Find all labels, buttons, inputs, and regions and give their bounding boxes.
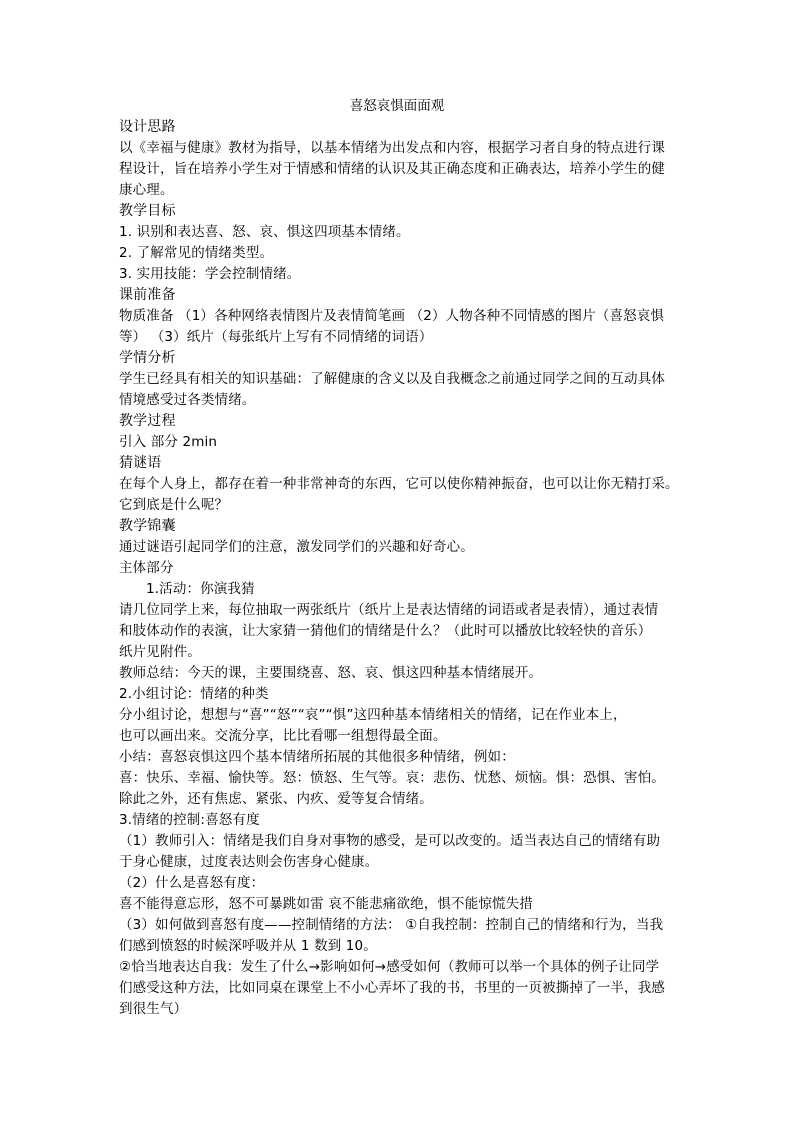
section-heading: 主体部分 xyxy=(119,560,174,576)
section-heading: 教学锦囊 xyxy=(119,518,176,534)
section-heading: 课前准备 xyxy=(119,287,176,303)
paragraph-line: 和肢体动作的表演，让大家猜一猜他们的情绪是什么？（此时可以播放比较轻快的音乐） xyxy=(119,623,652,639)
paragraph-line: 们感到愤怒的时候深呼吸并从 1 数到 10。 xyxy=(119,938,377,954)
paragraph-line: （3）如何做到喜怒有度——控制情绪的方法： ①自我控制：控制自己的情绪和行为，当我 xyxy=(119,917,664,933)
section-heading: 教学目标 xyxy=(119,203,176,219)
paragraph-line: （1）教师引入：情绪是我们自身对事物的感受，是可以改变的。适当表达自己的情绪有助 xyxy=(119,833,661,849)
paragraph-line: 以《幸福与健康》教材为指导，以基本情绪为出发点和内容，根据学习者自身的特点进行课 xyxy=(119,140,665,156)
paragraph-line: 通过谜语引起同学们的注意，激发同学们的兴趣和好奇心。 xyxy=(119,539,474,555)
paragraph-line: 喜：快乐、幸福、愉快等。怒：愤怒、生气等。哀：悲伤、忧愁、烦恼。惧：恐惧、害怕。 xyxy=(119,770,665,786)
paragraph-line: 教师总结：今天的课，主要围绕喜、怒、哀、惧这四种基本情绪展开。 xyxy=(119,665,543,681)
paragraph-line: （2）什么是喜怒有度： xyxy=(119,875,265,891)
paragraph-line: 于身心健康，过度表达则会伤害身心健康。 xyxy=(119,854,379,870)
section-heading: 设计思路 xyxy=(119,119,176,135)
list-item: 1. 识别和表达喜、怒、哀、惧这四项基本情绪。 xyxy=(119,224,410,240)
paragraph-line: 喜不能得意忘形，怒不可暴跳如雷 哀不能悲痛欲绝，惧不能惊慌失措 xyxy=(119,896,533,912)
paragraph-line: 物质准备 （1）各种网络表情图片及表情简笔画 （2）人物各种不同情感的图片（喜怒哀惧 xyxy=(119,308,665,324)
subsection-heading: 1.活动：你演我猜 xyxy=(146,581,255,597)
paragraph-line: 也可以画出来。交流分享，比比看哪一组想得最全面。 xyxy=(119,728,447,744)
paragraph-line: 情境感受过各类情绪。 xyxy=(119,392,256,408)
paragraph-line: 纸片见附件。 xyxy=(119,644,201,660)
subsection-heading: 3.情绪的控制:喜怒有度 xyxy=(119,812,260,828)
paragraph-line: 等） （3）纸片（每张纸片上写有不同情绪的词语） xyxy=(119,329,433,345)
paragraph-line: 分小组讨论，想想与“喜”“怒”“哀”“惧”这四种基本情绪相关的情绪，记在作业本上， xyxy=(119,707,627,723)
paragraph-line: ②恰当地表达自我：发生了什么→影响如何→感受如何（教师可以举一个具体的例子让同学 xyxy=(119,959,660,975)
page-title: 喜怒哀惧面面观 xyxy=(349,98,445,114)
paragraph-line: 引入 部分 2min xyxy=(119,434,218,450)
subsection-heading: 2.小组讨论：情绪的种类 xyxy=(119,686,269,702)
list-item: 3. 实用技能：学会控制情绪。 xyxy=(119,266,301,282)
section-heading: 猜谜语 xyxy=(119,455,162,471)
paragraph-line: 除此之外，还有焦虑、紧张、内疚、爱等复合情绪。 xyxy=(119,791,433,807)
paragraph-line: 到很生气） xyxy=(119,1001,188,1017)
paragraph-line: 小结：喜怒哀惧这四个基本情绪所拓展的其他很多种情绪，例如： xyxy=(119,749,515,765)
paragraph-line: 学生已经具有相关的知识基础：了解健康的含义以及自我概念之前通过同学之间的互动具体 xyxy=(119,371,665,387)
section-heading: 教学过程 xyxy=(119,413,176,429)
paragraph-line: 们感受这种方法，比如同桌在课堂上不小心弄坏了我的书，书里的一页被撕掉了一半，我感 xyxy=(119,980,665,996)
paragraph-line: 它到底是什么呢？ xyxy=(119,497,229,513)
paragraph-line: 康心理。 xyxy=(119,182,174,198)
list-item: 2. 了解常见的情绪类型。 xyxy=(119,245,274,261)
paragraph-line: 请几位同学上来，每位抽取一两张纸片（纸片上是表达情绪的词语或者是表情），通过表情 xyxy=(119,602,659,618)
paragraph-line: 在每个人身上，都存在着一种非常神奇的东西，它可以使你精神振奋，也可以让你无精打采。 xyxy=(119,476,679,492)
paragraph-line: 程设计，旨在培养小学生对于情感和情绪的认识及其正确态度和正确表达，培养小学生的健 xyxy=(119,161,665,177)
section-heading: 学情分析 xyxy=(119,350,176,366)
